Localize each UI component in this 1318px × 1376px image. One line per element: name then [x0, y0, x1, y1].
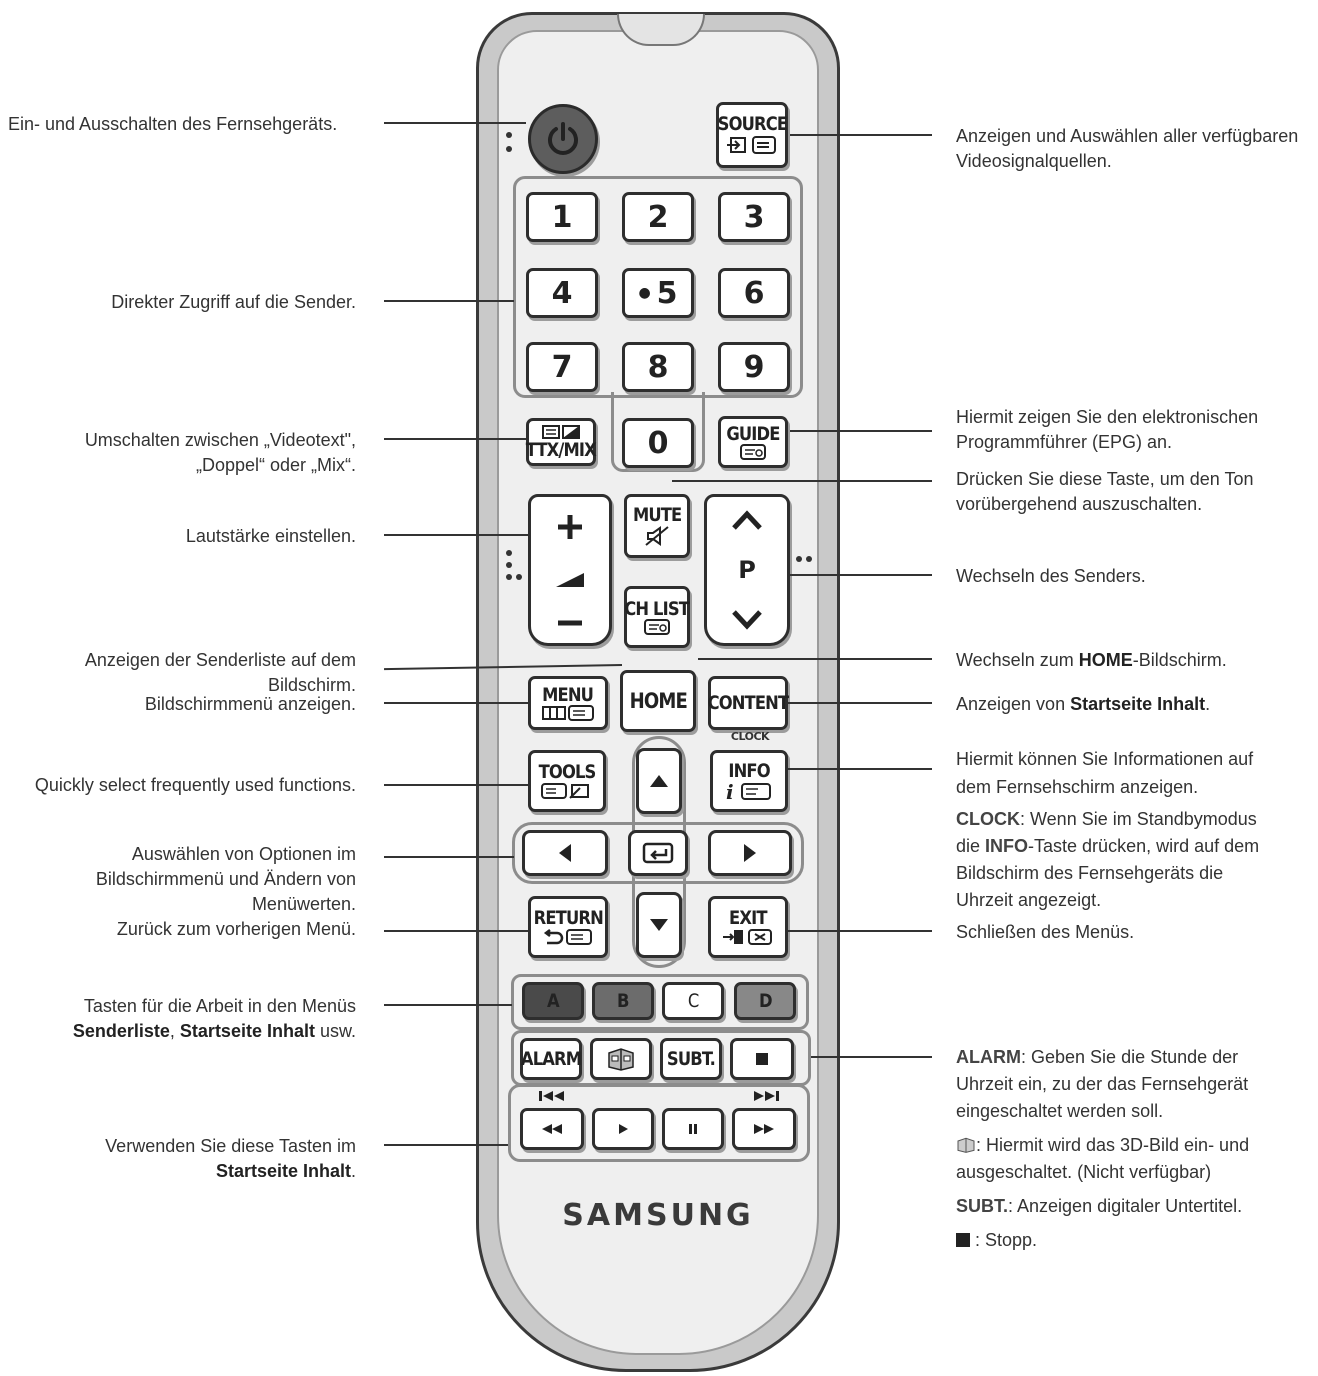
leader-line [384, 122, 526, 124]
label-mute-line1: Drücken Sie diese Taste, um den Ton [956, 469, 1254, 489]
volume-rocker[interactable] [528, 494, 612, 646]
label-guide [956, 405, 1258, 455]
leader-line [788, 702, 932, 704]
brand-logo: SAMSUNG [562, 1198, 754, 1233]
label-content-bold: Startseite Inhalt [1070, 694, 1206, 714]
stop-button[interactable] [730, 1038, 794, 1080]
label-home-pre: Wechseln zum [956, 650, 1079, 670]
arrow-up-icon [649, 774, 669, 788]
label-info-line2: dem Fernsehschirm anzeigen. [956, 777, 1199, 797]
label-color-line1: Tasten für die Arbeit in den Menüs [83, 996, 356, 1016]
subt-button[interactable] [660, 1038, 722, 1080]
enter-button[interactable] [628, 830, 688, 876]
label-power: Ein- und Ausschalten des Fernsehgeräts. [8, 114, 338, 134]
label-home [956, 648, 1227, 673]
label-tools: Quickly select frequently used functions. [34, 775, 356, 795]
volume-up-icon [555, 512, 585, 542]
number-label: 2 [647, 199, 669, 235]
label-ttx-line1: Umschalten zwischen „Videotext", [84, 430, 356, 450]
braille-dot [506, 132, 512, 138]
number-4-button[interactable] [526, 268, 598, 318]
ttx-icon [539, 424, 583, 440]
number-3-button[interactable] [718, 192, 790, 242]
leader-line [384, 438, 526, 440]
label-color [73, 994, 356, 1044]
number-0-button[interactable] [622, 418, 694, 468]
ttx-mix-button[interactable] [526, 418, 596, 466]
label-color-sep: , [169, 1021, 180, 1041]
label-mute [956, 467, 1254, 517]
braille-dot [506, 146, 512, 152]
left-button[interactable] [522, 830, 608, 876]
ch-list-button[interactable] [624, 586, 690, 648]
skip-forward-icon [752, 1090, 780, 1102]
leader-line [790, 574, 932, 576]
leader-line [788, 768, 932, 770]
label-clock-rest: : Wenn Sie im Standbymodus [1020, 809, 1257, 829]
number-5-button[interactable] [622, 268, 694, 318]
chevron-up-icon [730, 509, 764, 531]
mute-label: MUTE [632, 504, 682, 526]
label-nav-line3: Menüwerten. [251, 894, 356, 914]
label-alarm-rest: : Geben Sie die Stunde der [1021, 1047, 1239, 1067]
label-3d-rest: : Hiermit wird das 3D-Bild ein- und [976, 1135, 1250, 1155]
leader-line [384, 1144, 508, 1146]
label-media-line2 [105, 1159, 356, 1184]
label-channel: Wechseln des Senders. [956, 566, 1146, 586]
leader-line [790, 134, 932, 136]
pause-icon [687, 1123, 699, 1135]
ch-list-icon [643, 619, 671, 635]
label-stop [956, 1228, 1037, 1253]
subt-label: SUBT. [666, 1048, 716, 1070]
power-button[interactable] [528, 104, 598, 174]
label-mute-line2: vorübergehend auszuschalten. [956, 494, 1203, 514]
label-info [956, 745, 1253, 801]
3d-icon [606, 1047, 636, 1071]
3d-icon [956, 1137, 976, 1153]
color-b-button[interactable] [592, 982, 654, 1020]
leader-line [384, 534, 528, 536]
channel-p-label: P [738, 555, 756, 584]
label-numbers: Direkter Zugriff auf die Sender. [111, 292, 356, 312]
source-label: SOURCE [717, 113, 787, 135]
number-2-button[interactable] [622, 192, 694, 242]
label-return: Zurück zum vorherigen Menü. [116, 919, 356, 939]
number-label: 0 [647, 425, 669, 461]
source-icon [723, 134, 781, 156]
number-label: 8 [647, 349, 669, 385]
mute-icon [642, 525, 672, 547]
number-label: 5 [656, 275, 678, 311]
source-button[interactable] [716, 102, 788, 168]
label-3d [956, 1132, 1249, 1186]
label-alarm [956, 1044, 1248, 1125]
color-a-label: A [547, 990, 559, 1012]
tools-label: TOOLS [538, 761, 596, 783]
stop-icon [755, 1052, 769, 1066]
braille-dot [506, 574, 512, 580]
tools-button[interactable] [528, 750, 606, 812]
menu-button[interactable] [528, 676, 608, 730]
return-label: RETURN [533, 907, 603, 929]
number-label: 3 [743, 199, 765, 235]
label-guide-line1: Hiermit zeigen Sie den elektronischen [956, 407, 1259, 427]
exit-button[interactable] [708, 896, 788, 958]
exit-label: EXIT [729, 907, 767, 929]
ch-list-label: CH LIST [624, 598, 690, 620]
label-nav-line1: Auswählen von Optionen im [131, 844, 356, 864]
leader-line [384, 702, 528, 704]
label-clock-key: CLOCK [956, 809, 1020, 829]
label-media-rest: . [350, 1161, 356, 1181]
rewind-icon [540, 1123, 564, 1135]
leader-line [384, 784, 528, 786]
leader-line [788, 930, 932, 932]
play-icon [617, 1123, 629, 1135]
guide-icon [739, 444, 767, 460]
leader-line [384, 930, 528, 932]
down-button[interactable] [636, 892, 682, 958]
alarm-label: ALARM [520, 1048, 582, 1070]
rewind-button[interactable] [520, 1108, 584, 1150]
label-content [956, 692, 1210, 717]
label-volume: Lautstärke einstellen. [185, 526, 356, 546]
content-button[interactable] [708, 676, 788, 730]
label-source-line1: Anzeigen und Auswählen aller verfügbaren [956, 126, 1299, 146]
label-alarm-key: ALARM [956, 1047, 1021, 1067]
label-home-bold: HOME [1078, 650, 1133, 670]
clock-small-label: CLOCK [730, 730, 770, 743]
label-home-post: -Bildschirm. [1132, 650, 1227, 670]
leader-line [672, 480, 932, 482]
number-9-button[interactable] [718, 342, 790, 392]
label-subt-rest: : Anzeigen digitaler Untertitel. [1008, 1196, 1243, 1216]
alarm-button[interactable] [520, 1038, 582, 1080]
label-media-bold: Startseite Inhalt [215, 1161, 351, 1181]
number-1-button[interactable] [526, 192, 598, 242]
number-6-button[interactable] [718, 268, 790, 318]
label-menu: Bildschirmmenü anzeigen. [144, 694, 356, 714]
menu-label: MENU [542, 684, 594, 706]
volume-icon [554, 571, 586, 589]
color-d-button[interactable] [734, 982, 796, 1020]
number-label: 1 [551, 199, 573, 235]
tools-icon [540, 782, 594, 800]
color-c-label: C [687, 990, 699, 1012]
label-subt-key: SUBT. [956, 1196, 1009, 1216]
label-clock-line2-rest: -Taste drücken, wird auf dem [1028, 836, 1260, 856]
label-clock-line3: Bildschirm des Fernsehgeräts die [956, 863, 1224, 883]
leader-line [384, 300, 514, 302]
label-clock-info-key: INFO [985, 836, 1029, 856]
power-icon [543, 119, 583, 159]
number-label: 9 [743, 349, 765, 385]
label-info-line1: Hiermit können Sie Informationen auf [956, 749, 1254, 769]
label-chlist: Anzeigen der Senderliste auf dem [84, 650, 356, 670]
up-button[interactable] [636, 748, 682, 814]
guide-button[interactable] [718, 416, 788, 468]
info-icon [722, 781, 776, 801]
return-icon [541, 928, 595, 946]
braille-dot [516, 574, 522, 580]
play-button[interactable] [592, 1108, 654, 1150]
home-label: HOME [629, 689, 687, 713]
skip-back-icon [538, 1090, 566, 1102]
pause-button[interactable] [662, 1108, 724, 1150]
chevron-down-icon [730, 609, 764, 631]
info-button[interactable] [710, 750, 788, 812]
label-alarm-line3: eingeschaltet werden soll. [956, 1101, 1164, 1121]
braille-dot [806, 556, 812, 562]
label-ttx-line2: „Doppel“ oder „Mix“. [195, 455, 356, 475]
label-exit: Schließen des Menüs. [956, 922, 1135, 942]
menu-icon [541, 705, 595, 721]
label-subt [956, 1194, 1242, 1219]
label-media-line1: Verwenden Sie diese Tasten im [105, 1136, 356, 1156]
label-3d-line2: ausgeschaltet. (Nicht verfügbar) [956, 1162, 1212, 1182]
color-c-button[interactable] [662, 982, 724, 1020]
arrow-down-icon [649, 918, 669, 932]
label-source [956, 124, 1298, 174]
fast-forward-button[interactable] [732, 1108, 796, 1150]
return-button[interactable] [528, 896, 608, 958]
label-alarm-line1 [956, 1044, 1248, 1071]
label-ttx [85, 428, 356, 478]
arrow-left-icon [558, 843, 572, 863]
label-clock-line4: Uhrzeit angezeigt. [956, 890, 1102, 910]
label-color-senderliste: Senderliste [72, 1021, 170, 1041]
exit-icon [721, 928, 775, 946]
number-label: 6 [743, 275, 765, 311]
leader-line [698, 658, 932, 660]
braille-dot [506, 562, 512, 568]
content-label: CONTENT [707, 692, 789, 714]
braille-dot [506, 550, 512, 556]
color-b-label: B [617, 990, 629, 1012]
label-clock-line2 [956, 833, 1259, 860]
label-nav [96, 842, 356, 942]
label-stop-rest: : Stopp. [970, 1230, 1038, 1250]
right-button[interactable] [708, 830, 792, 876]
leader-line [811, 1056, 932, 1058]
label-3d-line1 [956, 1132, 1249, 1159]
3d-button[interactable] [590, 1038, 652, 1080]
label-media [105, 1134, 356, 1184]
label-alarm-line2: Uhrzeit ein, zu der das Fernsehgerät [956, 1074, 1249, 1094]
label-color-startseite: Startseite Inhalt [179, 1021, 315, 1041]
home-button[interactable] [620, 670, 696, 732]
stop-icon [956, 1233, 970, 1247]
braille-dot [796, 556, 802, 562]
guide-label: GUIDE [726, 423, 780, 445]
leader-line [384, 1004, 512, 1006]
number-8-button[interactable] [622, 342, 694, 392]
leader-line [384, 856, 514, 858]
label-color-rest: usw. [314, 1021, 356, 1041]
color-d-label: D [758, 990, 772, 1012]
label-clock [956, 806, 1259, 914]
color-a-button[interactable] [522, 982, 584, 1020]
arrow-right-icon [743, 843, 757, 863]
label-chlist-line2: Bildschirm. [267, 675, 356, 695]
label-clock-pre: die [956, 836, 986, 856]
number-label: 4 [551, 275, 573, 311]
label-content-pre: Anzeigen von [956, 694, 1071, 714]
ttx-label: TTX/MIX [525, 439, 597, 461]
label-source-line2: Videosignalquellen. [956, 151, 1112, 171]
label-clock-line1 [956, 806, 1259, 833]
label-content-post: . [1205, 694, 1211, 714]
label-nav-line2: Bildschirmmenü und Ändern von [95, 869, 356, 889]
number-7-button[interactable] [526, 342, 598, 392]
svg-text:i: i [726, 781, 734, 801]
tactile-dot-icon: ● [638, 285, 651, 301]
label-guide-line2: Programmführer (EPG) an. [956, 432, 1173, 452]
enter-icon [642, 842, 674, 864]
leader-line [790, 430, 932, 432]
info-label: INFO [728, 760, 770, 782]
fast-forward-icon [752, 1123, 776, 1135]
label-color-line2 [73, 1019, 356, 1044]
channel-rocker[interactable] [704, 494, 790, 646]
number-label: 7 [551, 349, 573, 385]
mute-button[interactable] [624, 494, 690, 558]
volume-down-icon [555, 618, 585, 628]
